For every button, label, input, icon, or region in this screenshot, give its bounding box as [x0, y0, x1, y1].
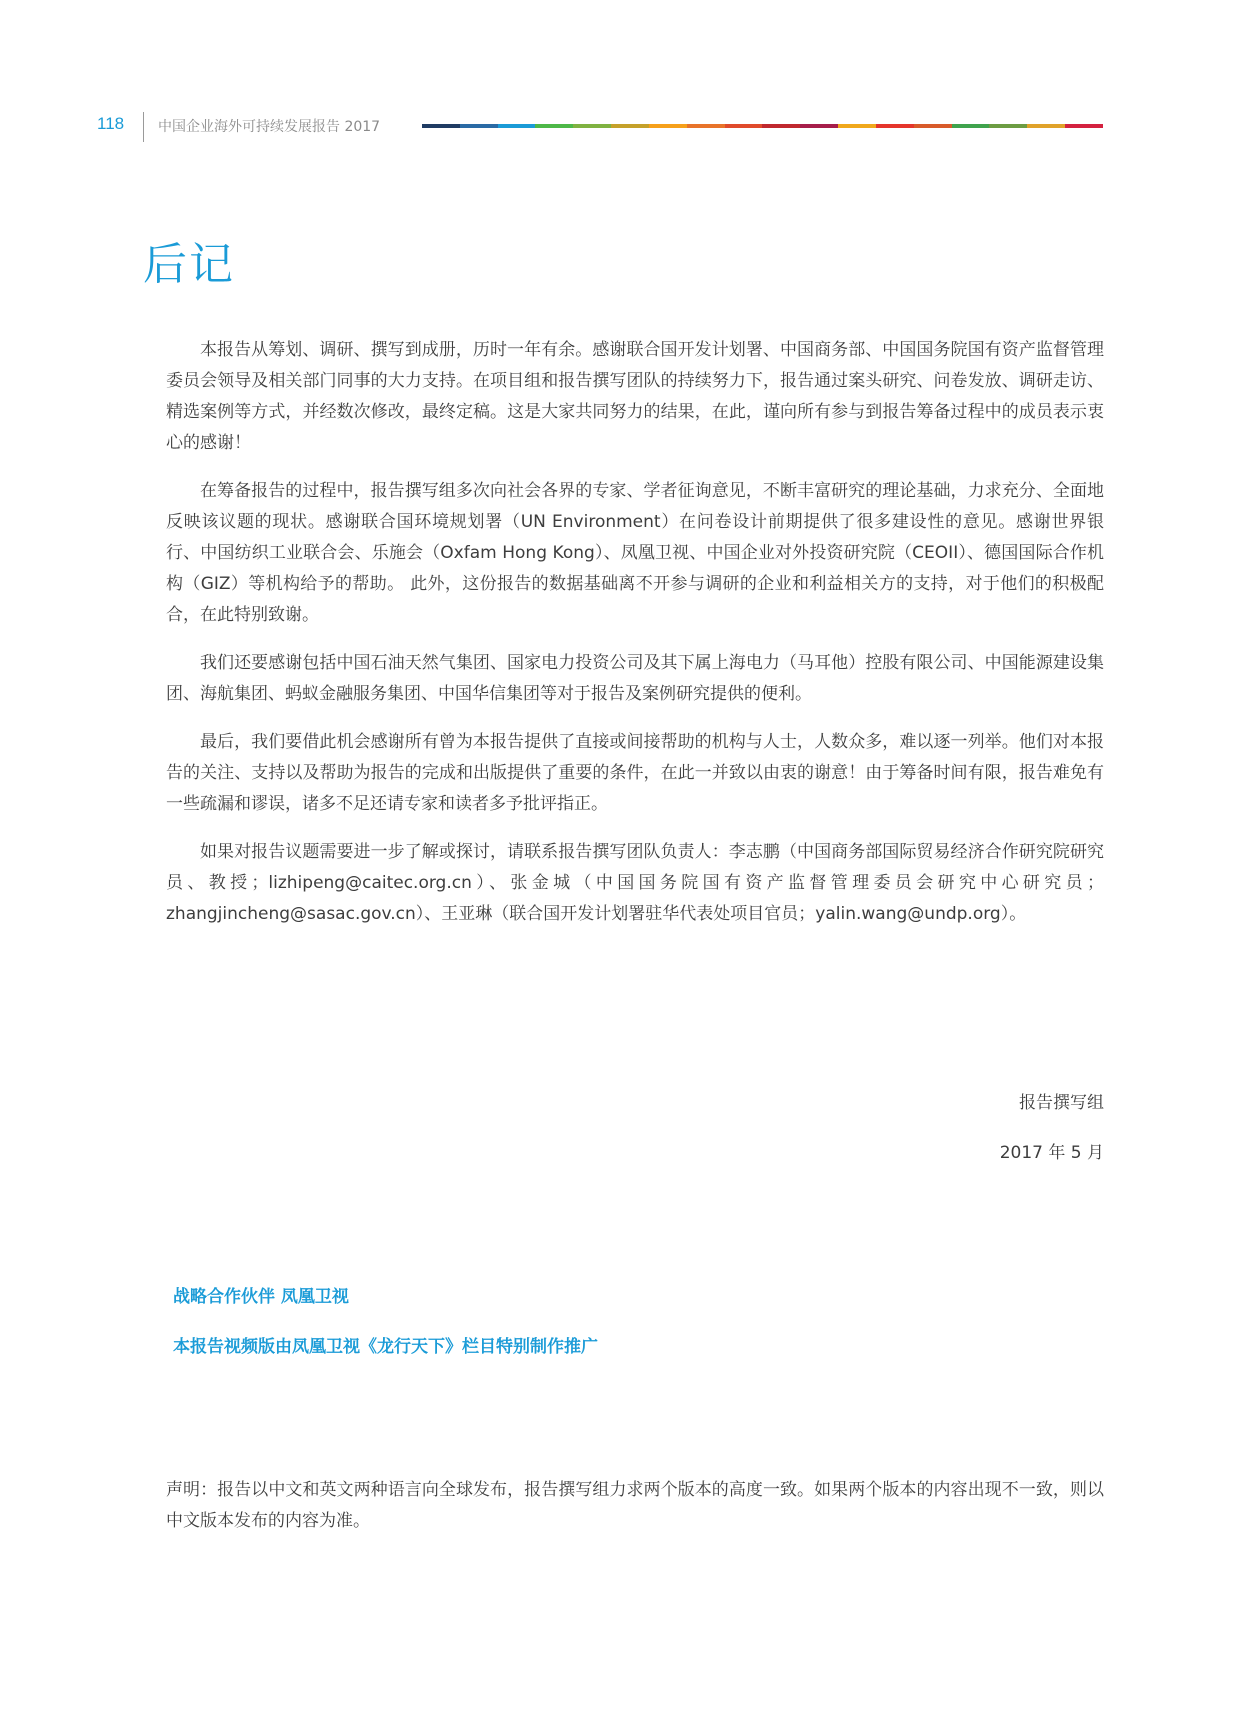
color-stripe-11 — [800, 124, 838, 128]
page-header — [97, 112, 1103, 142]
color-stripe-18 — [1065, 124, 1103, 128]
paragraph-1: 本报告从筹划、调研、撰写到成册，历时一年有余。感谢联合国开发计划署、中国商务部、中国国务院国有资产监督管理委员会领导及相关部门同事的大力支持。在项目组和报告撰写团队的持续努力下，报告通过案头研究、问卷发放、调研走访、精选案例等方式，并经数次修改，最终定稿。这是大家共同努力的结果，在此，谨向所有参与到报告筹备过程中的成员表示衷心的感谢！ — [166, 340, 1104, 453]
paragraph-4: 最后，我们要借此机会感谢所有曾为本报告提供了直接或间接帮助的机构与人士，人数众多，难以逐一列举。他们对本报告的关注、支持以及帮助为报告的完成和出版提供了重要的条件，在此一并致以由衷的谢意！由于筹备时间有限，报告难免有一些疏漏和谬误，诸多不足还请专家和读者多予批评指正。 — [166, 732, 1104, 814]
color-stripe-2 — [460, 124, 498, 128]
color-stripe-4 — [535, 124, 573, 128]
disclaimer: 声明：报告以中文和英文两种语言向全球发布，报告撰写组力求两个版本的高度一致。如果两个版本的内容出现不一致，则以中文版本发布的内容为准。 — [166, 1480, 1104, 1531]
color-stripe-1 — [422, 124, 460, 128]
header-divider — [143, 112, 144, 142]
color-stripe-8 — [687, 124, 725, 128]
color-stripe-16 — [989, 124, 1027, 128]
page-title: 后记 — [143, 239, 235, 290]
header-color-bar — [422, 124, 1103, 128]
color-stripe-5 — [573, 124, 611, 128]
page-number: 118 — [97, 114, 125, 133]
signature-author: 报告撰写组 — [1019, 1093, 1104, 1113]
strategic-partner: 战略合作伙伴 凤凰卫视 — [173, 1287, 349, 1307]
color-stripe-6 — [611, 124, 649, 128]
color-stripe-10 — [762, 124, 800, 128]
paragraph-5: 如果对报告议题需要进一步了解或探讨，请联系报告撰写团队负责人：李志鹏（中国商务部国际贸易经济合作研究院研究员、教授；lizhipeng@caitec.org.cn）、张金城（中国国务院国有资产监督管理委员会研究中心研究员；zhangjincheng@sasac.gov.cn）、王亚琳（联合国开发计划署驻华代表处项目官员；yalin.wang@undp.org）。 — [166, 842, 1104, 924]
paragraph-2: 在筹备报告的过程中，报告撰写组多次向社会各界的专家、学者征询意见，不断丰富研究的理论基础，力求充分、全面地反映该议题的现状。感谢联合国环境规划署（UN Environment）在问卷设计前期提供了很多建设性的意见。感谢世界银行、中国纺织工业联合会、乐施会（Oxfam Hong Kong）、凤凰卫视、中国企业对外投资研究院（CEOII）、德国国际合作机构（GIZ）等机构给予的帮助。 此外，这份报告的数据基础离不开参与调研的企业和利益相关方的支持，对于他们的积极配合，在此特别致谢。 — [166, 481, 1104, 625]
color-stripe-14 — [914, 124, 952, 128]
signature-date: 2017 年 5 月 — [999, 1143, 1104, 1163]
color-stripe-12 — [838, 124, 876, 128]
color-stripe-3 — [498, 124, 536, 128]
paragraph-3: 我们还要感谢包括中国石油天然气集团、国家电力投资公司及其下属上海电力（马耳他）控股有限公司、中国能源建设集团、海航集团、蚂蚁金融服务集团、中国华信集团等对于报告及案例研究提供的便利。 — [166, 653, 1104, 704]
color-stripe-7 — [649, 124, 687, 128]
report-title: 中国企业海外可持续发展报告 2017 — [158, 119, 381, 135]
video-partner-note: 本报告视频版由凤凰卫视《龙行天下》栏目特别制作推广 — [173, 1337, 598, 1357]
afterword-body — [166, 335, 1104, 947]
color-stripe-13 — [876, 124, 914, 128]
color-stripe-17 — [1027, 124, 1065, 128]
color-stripe-15 — [952, 124, 990, 128]
color-stripe-9 — [725, 124, 763, 128]
